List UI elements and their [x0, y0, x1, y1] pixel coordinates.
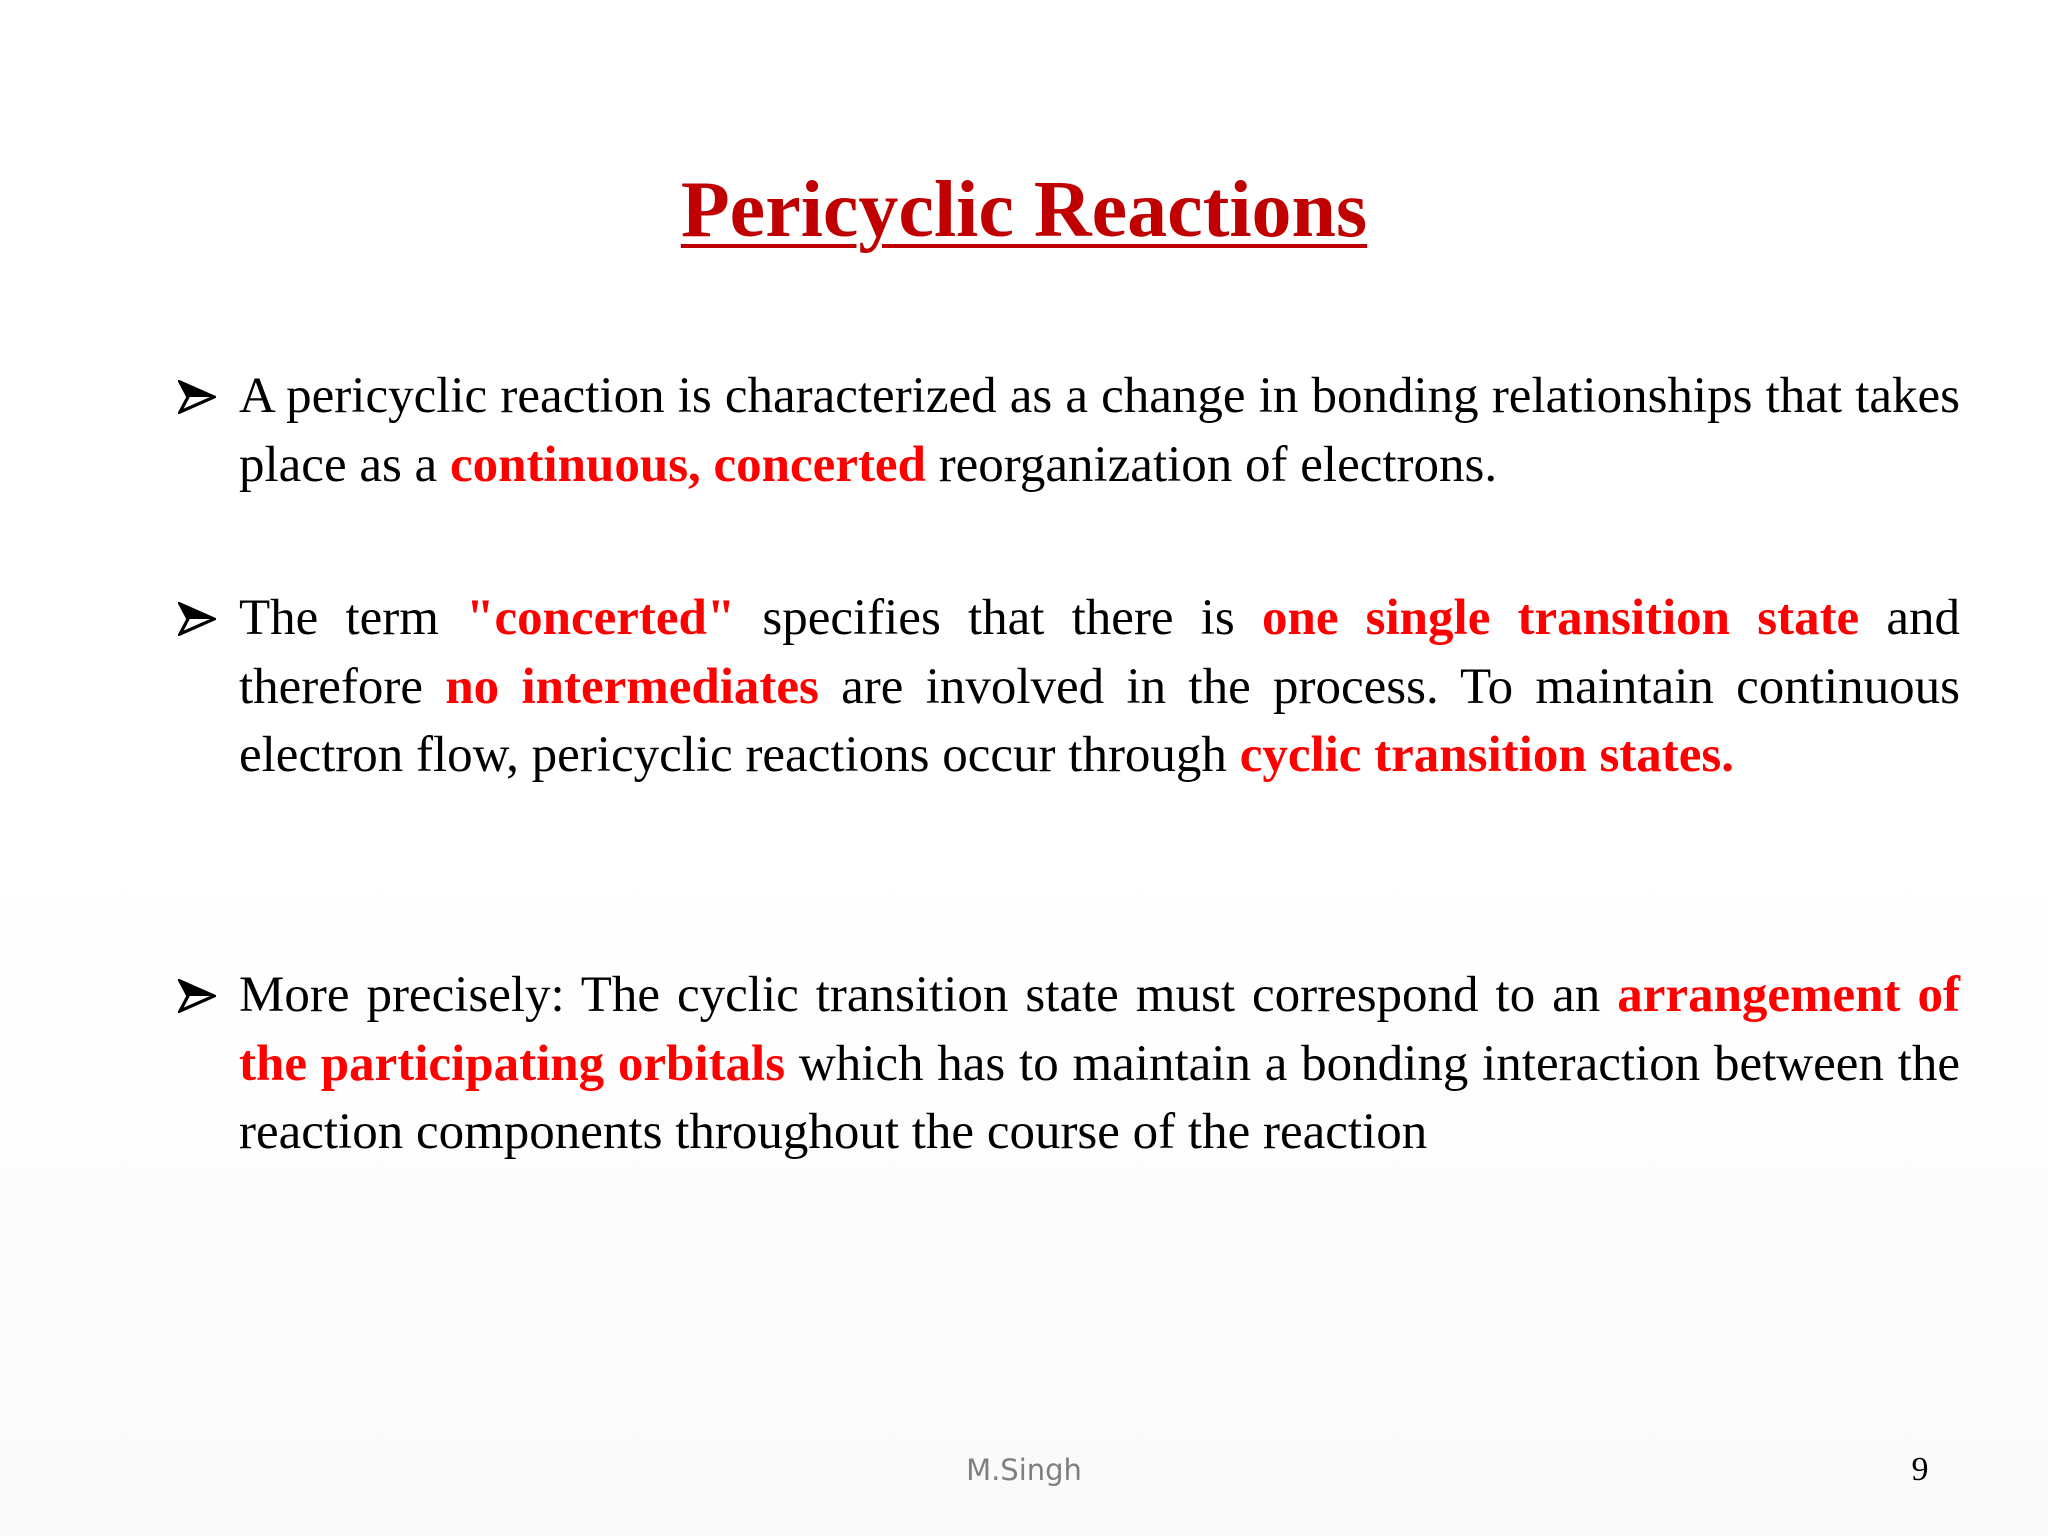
arrowhead-bullet-icon	[178, 362, 238, 431]
bullet-2-highlight-d: cyclic transition states.	[1239, 727, 1734, 783]
slide-title	[0, 160, 2048, 260]
bullet-point-3	[178, 961, 1960, 1167]
arrowhead-bullet-icon	[178, 961, 238, 1030]
bullet-1-text-b: reorganization of electrons.	[925, 436, 1498, 493]
slide-title-text: Pericyclic Reactions	[680, 166, 1368, 254]
bullet-2-highlight-c: no intermediates	[445, 658, 819, 715]
bullet-text	[239, 584, 1960, 790]
bullet-point-1	[178, 362, 1960, 499]
bullet-3-highlight-a: arrangement of the participating orbitals	[239, 967, 1960, 1092]
bullet-2-text-d: are involved in the process. To maintain continuous electron flow, pericyclic reactions occur through	[239, 658, 1960, 783]
bullet-3-text-b: which has to maintain a bonding interaction between the reaction components throughout the course of the reaction	[239, 1035, 1960, 1160]
bullet-2-text-a: The term	[239, 590, 467, 646]
bullet-text	[239, 961, 1960, 1167]
bullet-3-text-a: More precisely: The cyclic transition state must correspond to an	[239, 967, 1618, 1023]
bullet-text	[239, 362, 1960, 499]
bullet-2-highlight-b: one single transition state	[1261, 590, 1860, 646]
page-number: 9	[1911, 1451, 1929, 1488]
bullet-point-2	[178, 584, 1960, 790]
bullet-2-text-c: and therefore	[239, 590, 1961, 715]
arrowhead-bullet-icon	[178, 584, 238, 653]
bullet-2-text-b: specifies that there is	[735, 590, 1262, 646]
bullet-1-text-a: A pericyclic reaction is characterized as a change in bonding relationships that takes place as a	[239, 368, 1960, 493]
footer-author: M.Singh	[966, 1453, 1082, 1487]
bullet-1-highlight-a: continuous, concerted	[449, 436, 926, 493]
bullet-2-highlight-a: "concerted"	[466, 590, 736, 646]
